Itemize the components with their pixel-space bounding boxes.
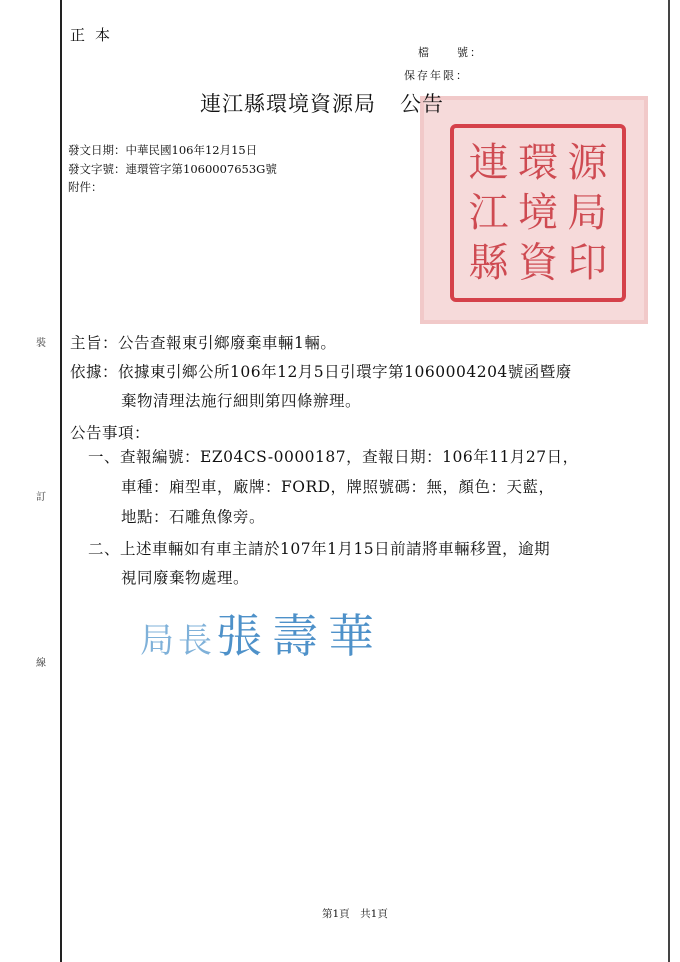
- signature-title: 局長: [140, 621, 216, 661]
- signature-name: 張壽華: [216, 609, 384, 663]
- binding-mark-ding: 訂: [36, 492, 46, 503]
- basis-line-1: 依據：依據東引鄉公所106年12月5日引環字第1060004204號函暨廢: [70, 363, 572, 381]
- seal-char: 資: [517, 240, 558, 286]
- page-number: 第1頁 共1頁: [322, 908, 388, 920]
- document-type: 公告: [400, 92, 444, 116]
- seal-border: [450, 124, 626, 302]
- seal-char: 境: [517, 190, 558, 236]
- binding-mark-zhuang: 裝: [36, 338, 46, 349]
- item-1-line-2: 車種：廂型車，廠牌：FORD，牌照號碼：無，顏色：天藍，: [121, 478, 555, 496]
- issue-date: 發文日期：中華民國106年12月15日: [68, 143, 258, 157]
- seal-char: 印: [567, 240, 608, 286]
- seal-characters: [464, 138, 612, 288]
- issue-number: 發文字號：連環管字第1060007653G號: [68, 162, 277, 176]
- seal-char: 環: [517, 140, 558, 186]
- basis-line-2: 棄物清理法施行細則第四條辦理。: [121, 392, 362, 410]
- agency-name: 連江縣環境資源局: [200, 92, 376, 116]
- seal-char: 連: [468, 140, 509, 186]
- retention-period-label: 保存年限：: [404, 69, 469, 82]
- item-1-line-3: 地點：石雕魚像旁。: [121, 508, 266, 526]
- seal-char: 源: [567, 140, 608, 186]
- binding-mark-xian: 線: [36, 658, 46, 669]
- file-number-label: 檔 號：: [418, 46, 483, 59]
- seal-char: 縣: [468, 240, 509, 286]
- attachment-label: 附件：: [68, 180, 103, 194]
- page-edge-line: [668, 0, 670, 962]
- subject-line: 主旨：公告查報東引鄉廢棄車輛1輛。: [70, 334, 337, 352]
- seal-char: 江: [468, 190, 509, 236]
- item-1-line-1: 一、查報編號：EZ04CS-0000187，查報日期：106年11月27日，: [88, 448, 579, 466]
- announcement-items-heading: 公告事項：: [70, 424, 151, 442]
- original-copy-label: 正本: [70, 26, 121, 44]
- document-title: [200, 88, 444, 118]
- official-seal: [420, 96, 648, 324]
- item-2-line-2: 視同廢棄物處理。: [121, 569, 250, 587]
- seal-char: 局: [567, 190, 608, 236]
- item-2-line-1: 二、上述車輛如有車主請於107年1月15日前請將車輛移置，逾期: [88, 540, 551, 558]
- binding-line: [60, 0, 62, 962]
- director-signature-stamp: [140, 600, 384, 666]
